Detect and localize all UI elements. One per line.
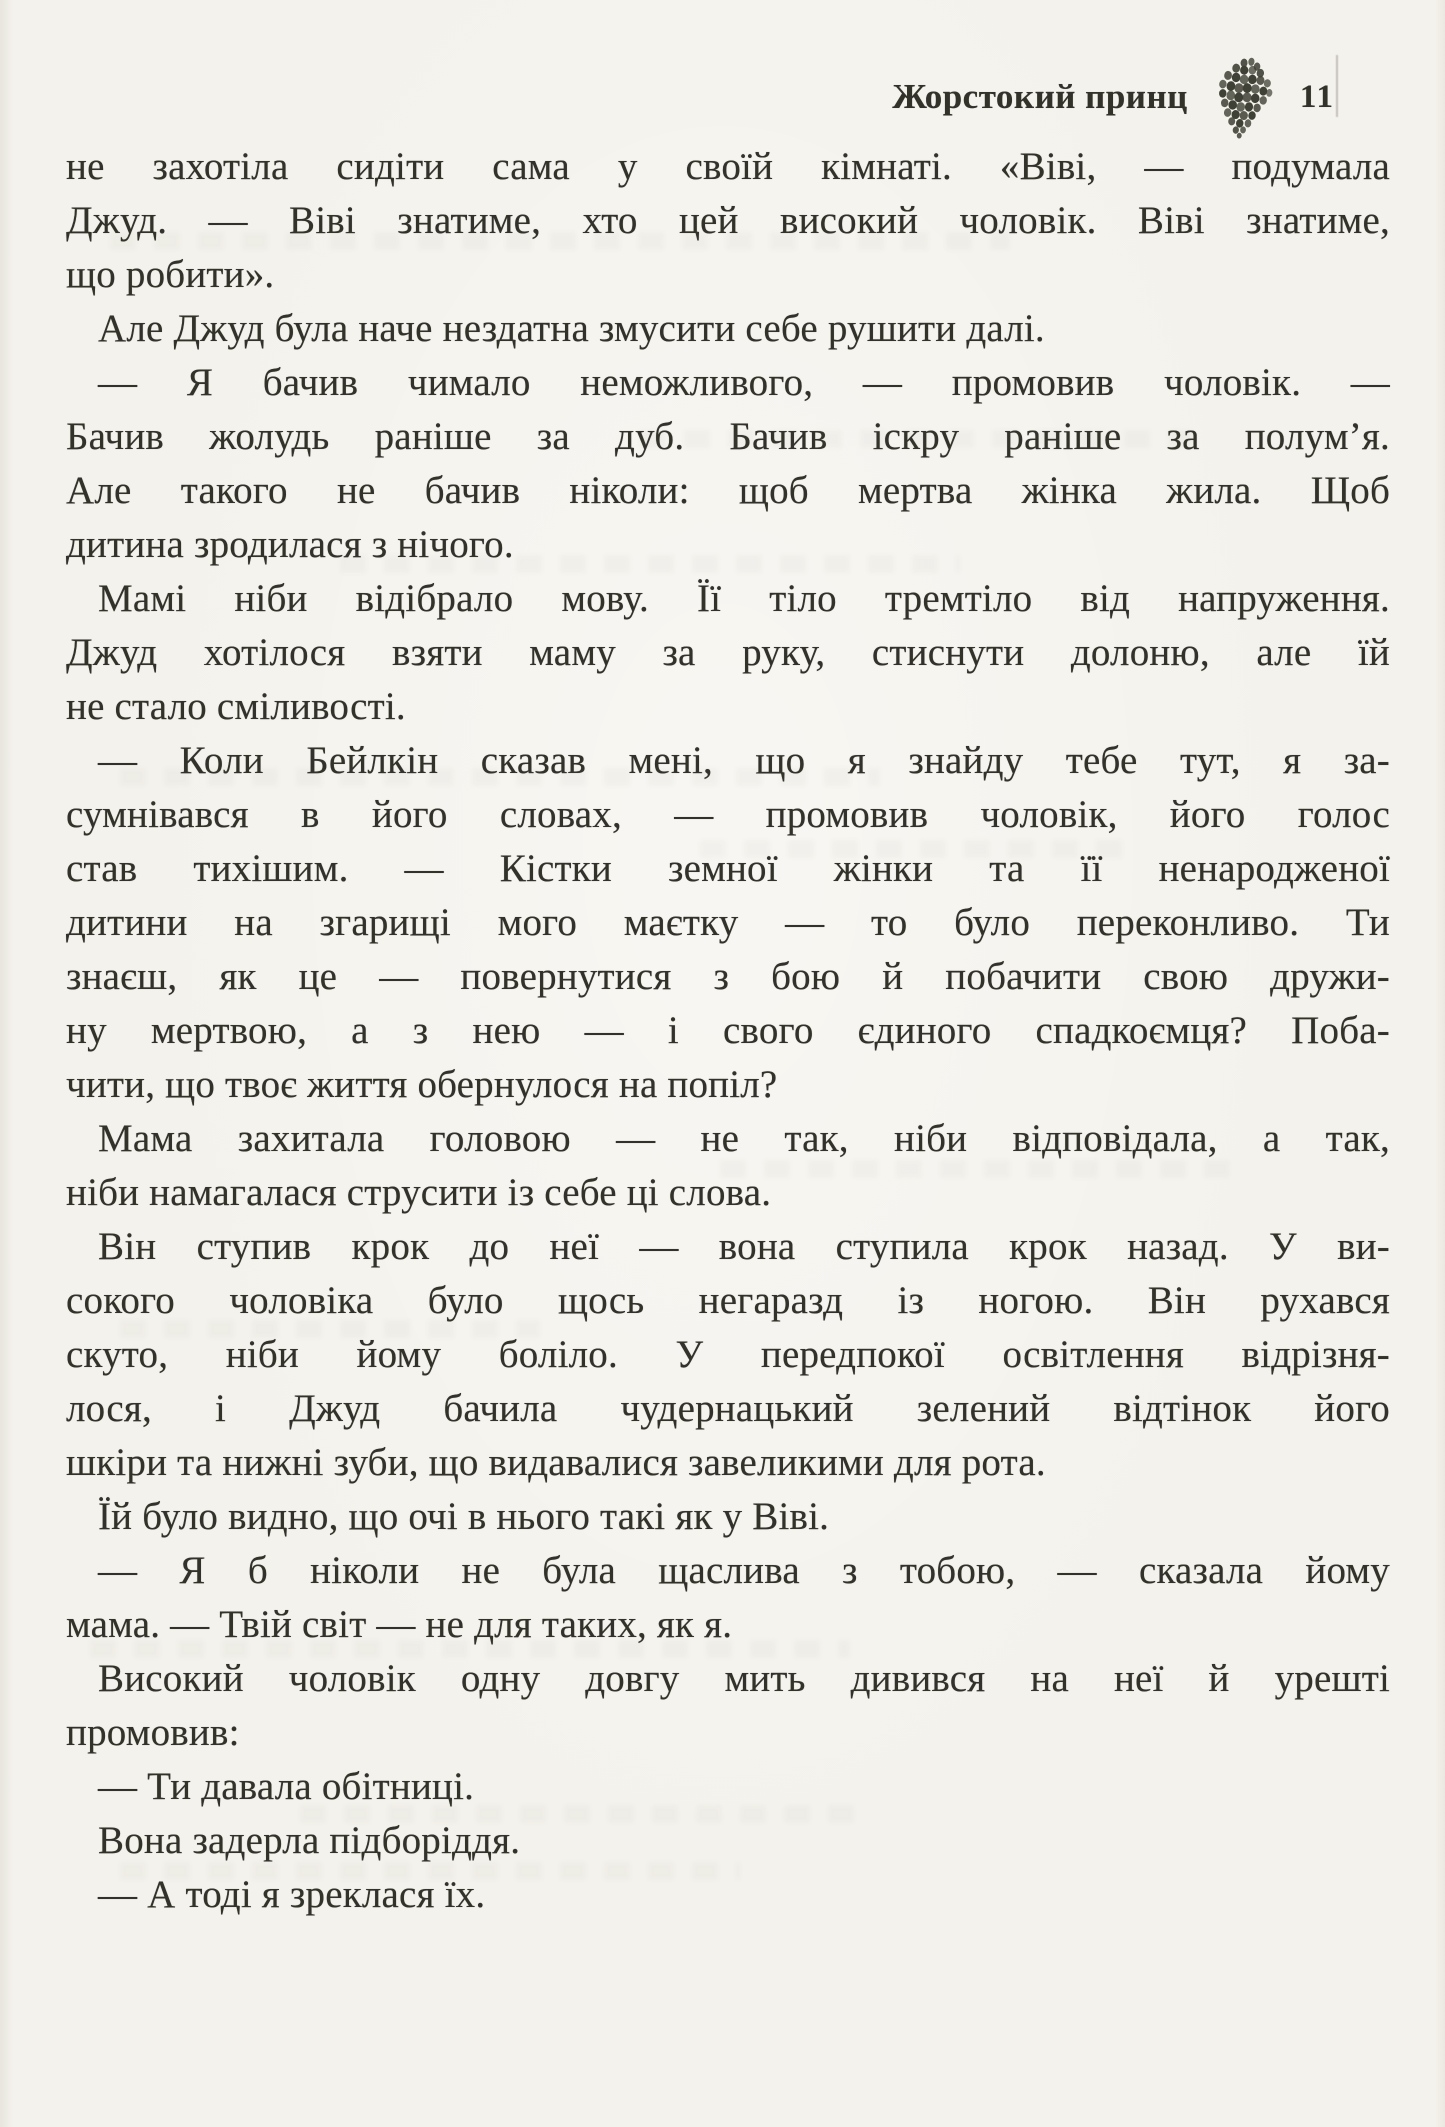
pinecone-icon xyxy=(1212,55,1276,139)
text-line: ну мертвою, а з нею — і свого єдиного спадкоємця? Поба- xyxy=(66,1009,1390,1052)
text-line: Але такого не бачив ніколи: щоб мертва жінка жила. Щоб xyxy=(66,469,1390,512)
text-line: що робити». xyxy=(66,253,275,296)
text-line: знаєш, як це — повернутися з бою й побачити свою дружи- xyxy=(66,955,1390,998)
text-line: мама. — Твій світ — не для таких, як я. xyxy=(66,1603,733,1646)
text-line: — А тоді я зреклася їх. xyxy=(98,1873,486,1916)
text-line: дитина зродилася з нічого. xyxy=(66,523,514,566)
text-line: Мама захитала головою — не так, ніби відповідала, а так, xyxy=(98,1117,1390,1160)
text-line: дитини на згарищі мого маєтку — то було переконливо. Ти xyxy=(66,901,1390,944)
text-line: — Ти давала обітниці. xyxy=(98,1765,475,1808)
page-header xyxy=(892,52,1335,142)
text-line: — Коли Бейлкін сказав мені, що я знайду тебе тут, я за- xyxy=(98,739,1390,782)
text-line: Вона задерла підборіддя. xyxy=(98,1819,521,1862)
text-line: Він ступив крок до неї — вона ступила крок назад. У ви- xyxy=(98,1225,1390,1268)
text-line: Бачив жолудь раніше за дуб. Бачив іскру раніше за полум’я. xyxy=(66,415,1390,458)
page-number: 11 xyxy=(1299,78,1335,115)
text-line: не захотіла сидіти сама у своїй кімнаті. «Віві, — подумала xyxy=(66,145,1390,188)
text-line: лося, і Джуд бачила чудернацький зелений відтінок його xyxy=(66,1387,1390,1430)
scan-scratch-artifact xyxy=(1336,55,1338,117)
text-line: не стало сміливості. xyxy=(66,685,406,728)
text-line: Їй було видно, що очі в нього такі як у Віві. xyxy=(98,1495,830,1538)
text-line: став тихішим. — Кістки земної жінки та її ненародженої xyxy=(66,847,1390,890)
text-line: сокого чоловіка було щось негаразд із ногою. Він рухався xyxy=(66,1279,1390,1322)
text-line: Високий чоловік одну довгу мить дивився на неї й урешті xyxy=(98,1657,1390,1700)
text-line: Але Джуд була наче нездатна змусити себе рушити далі. xyxy=(98,307,1045,350)
text-line: сумнівався в його словах, — промовив чоловік, його голос xyxy=(66,793,1390,836)
text-line: Джуд. — Віві знатиме, хто цей високий чоловік. Віві знатиме, xyxy=(66,199,1390,242)
text-line: — Я б ніколи не була щаслива з тобою, — сказала йому xyxy=(98,1549,1390,1592)
text-line: Джуд хотілося взяти маму за руку, стиснути долоню, але їй xyxy=(66,631,1390,674)
text-line: промовив: xyxy=(66,1711,240,1754)
text-line: шкіри та нижні зуби, що видавалися завеликими для рота. xyxy=(66,1441,1046,1484)
running-title: Жорстокий принц xyxy=(892,77,1188,116)
body-text xyxy=(66,140,1390,1922)
text-line: Мамі ніби відібрало мову. Її тіло тремтіло від напруження. xyxy=(98,577,1390,620)
text-line: — Я бачив чимало неможливого, — промовив чоловік. — xyxy=(98,361,1390,404)
text-line: чити, що твоє життя обернулося на попіл? xyxy=(66,1063,778,1106)
text-line: ніби намагалася струсити із себе ці слова. xyxy=(66,1171,772,1214)
text-line: скуто, ніби йому боліло. У передпокої освітлення відрізня- xyxy=(66,1333,1390,1376)
